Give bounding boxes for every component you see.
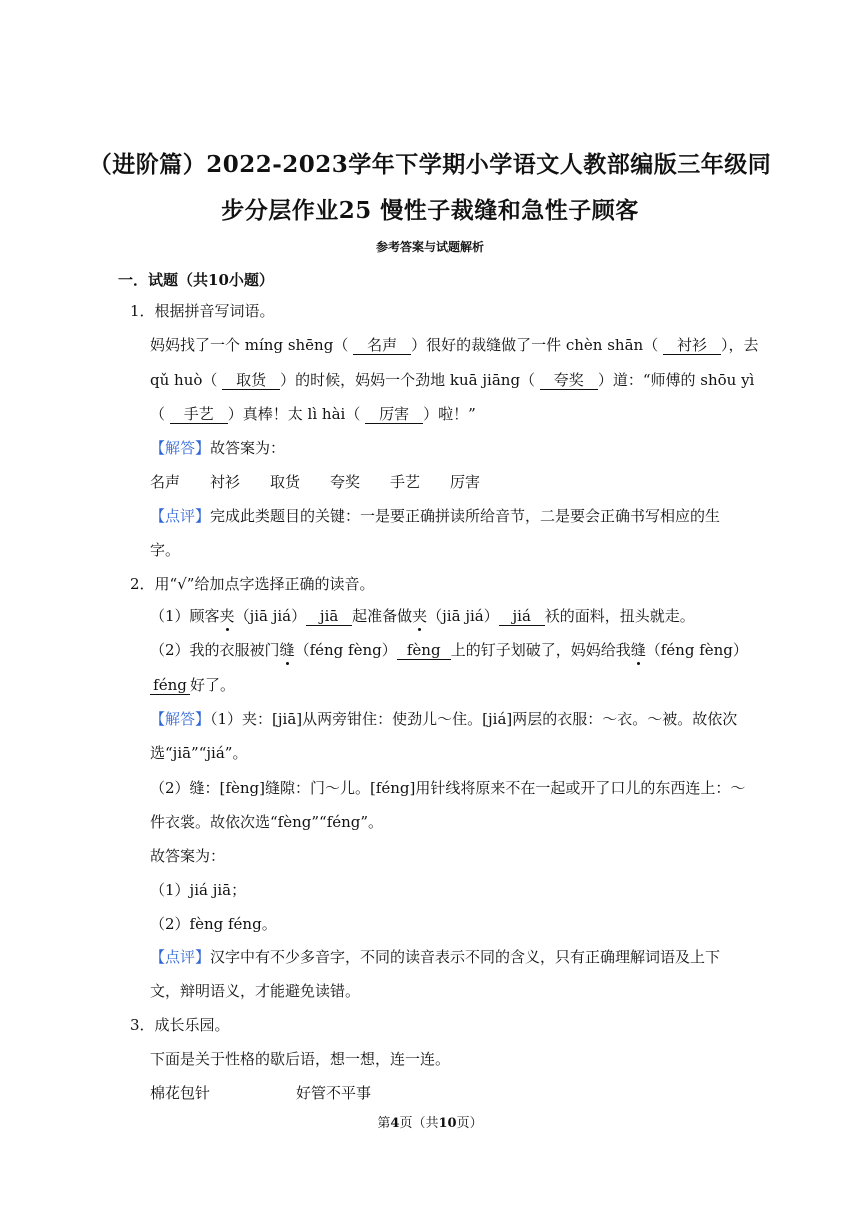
q1-comment bbox=[150, 506, 720, 526]
footer-text: 第 bbox=[377, 1116, 391, 1131]
q2-comment bbox=[150, 947, 720, 967]
q1-answer bbox=[150, 438, 285, 458]
q2-text: （2）我的衣服被门 bbox=[150, 641, 280, 659]
q1-blank-6: 厉害 bbox=[365, 405, 423, 424]
answer-text: 故答案为： bbox=[210, 439, 286, 457]
answer-word: 厉害 bbox=[450, 473, 481, 491]
answer-word: 夸奖 bbox=[330, 473, 361, 491]
total-pages: 10 bbox=[438, 1116, 457, 1131]
q2-answer-1 bbox=[150, 709, 737, 729]
q2-answer-3: （2）缝：[fèng]缝隙：门～儿。[féng]用针线将原来不在一起或开了口儿的东西连上：～ bbox=[150, 779, 746, 797]
dotted-character: 夹 bbox=[412, 607, 428, 625]
comment-tag: 【点评】 bbox=[150, 507, 211, 525]
answer-word: 取货 bbox=[270, 473, 301, 491]
q2-text: （féng fèng） bbox=[294, 641, 397, 659]
q1-blank-2: 衬衫 bbox=[663, 336, 721, 355]
q2-stem: 2．用“√”给加点字选择正确的读音。 bbox=[130, 575, 375, 593]
comment-tag: 【点评】 bbox=[150, 948, 211, 966]
q1-answer-words bbox=[150, 472, 510, 492]
q2-text: 好了。 bbox=[190, 676, 236, 694]
q2-blank-3: fèng bbox=[397, 641, 451, 660]
q2-text: （1）顾客 bbox=[150, 607, 220, 625]
q1-text: ）真棒！太 lì hài（ bbox=[227, 405, 366, 423]
q1-line-2 bbox=[150, 370, 754, 390]
q2-text: 上的钉子划破了，妈妈给我 bbox=[450, 641, 631, 659]
q2-answer-6: （1）jiá jiā； bbox=[150, 881, 247, 899]
document-subtitle: 参考答案与试题解析 bbox=[375, 240, 484, 254]
dotted-character: 缝 bbox=[279, 641, 295, 659]
answer-tag: 【解答】 bbox=[150, 439, 211, 457]
answer-word: 衬衫 bbox=[210, 473, 241, 491]
q1-blank-3: 取货 bbox=[222, 371, 280, 390]
q2-answer-2: 选“jiā”“jiá”。 bbox=[150, 744, 248, 762]
section-heading: 一．试题（共10小题） bbox=[118, 271, 274, 289]
q3-match-left: 棉花包针 bbox=[150, 1084, 211, 1102]
q1-blank-4: 夸奖 bbox=[540, 371, 598, 390]
q3-stem: 3．成长乐园。 bbox=[130, 1016, 230, 1034]
q2-text: （jiā jiá） bbox=[427, 607, 499, 625]
q2-answer-5: 故答案为： bbox=[150, 847, 226, 865]
q1-comment-cont: 字。 bbox=[150, 541, 181, 559]
comment-text: 完成此类题目的关键：一是要正确拼读所给音节，二是要会正确书写相应的生 bbox=[210, 507, 721, 525]
footer-text: 页（共 bbox=[399, 1116, 439, 1131]
q3-match-right: 好管不平事 bbox=[296, 1084, 372, 1102]
q1-stem: 1．根据拼音写词语。 bbox=[130, 302, 275, 320]
q1-text: qǔ huò（ bbox=[150, 371, 223, 389]
q1-blank-1: 名声 bbox=[353, 336, 411, 355]
q2-text: 袄的面料，扭头就走。 bbox=[544, 607, 695, 625]
q1-text: ）很好的裁缝做了一件 chèn shān（ bbox=[411, 336, 663, 354]
answer-word: 手艺 bbox=[390, 473, 421, 491]
q2-answer-4: 件衣裳。故依次选“fèng”“féng”。 bbox=[150, 813, 384, 831]
footer-text: 页） bbox=[456, 1116, 483, 1131]
q2-blank-4: féng bbox=[150, 676, 190, 695]
page-number: 4 bbox=[390, 1116, 400, 1131]
q2-blank-1: jiā bbox=[306, 607, 352, 626]
document-title-line-1: （进阶篇）2022-2023学年下学期小学语文人教部编版三年级同 bbox=[88, 151, 772, 178]
q3-description: 下面是关于性格的歇后语，想一想，连一连。 bbox=[150, 1050, 451, 1068]
q1-text: 妈妈找了一个 míng shēng（ bbox=[150, 336, 354, 354]
q1-blank-5: 手艺 bbox=[170, 405, 228, 424]
q2-answer-7: （2）fèng féng。 bbox=[150, 915, 277, 933]
q2-text: （féng fèng） bbox=[645, 641, 748, 659]
q2-blank-2: jiá bbox=[499, 607, 545, 626]
dotted-character: 夹 bbox=[219, 607, 235, 625]
q2-part-2 bbox=[150, 640, 748, 660]
q1-text: ）道：“师傅的 shōu yì bbox=[597, 371, 755, 389]
q1-text: ），去 bbox=[720, 336, 759, 354]
document-title-line-2: 步分层作业25 慢性子裁缝和急性子顾客 bbox=[221, 197, 639, 224]
q2-text: （jiā jiá） bbox=[234, 607, 307, 625]
comment-text: 汉字中有不少多音字，不同的读音表示不同的含义，只有正确理解词语及上下 bbox=[210, 948, 721, 966]
dotted-character: 缝 bbox=[630, 641, 646, 659]
q2-comment-cont: 文，辩明语义，才能避免读错。 bbox=[150, 982, 361, 1000]
q1-line-3 bbox=[150, 404, 476, 424]
q2-text: 起准备做 bbox=[352, 607, 413, 625]
answer-tag: 【解答】 bbox=[150, 710, 211, 728]
page-footer bbox=[0, 1112, 860, 1131]
q1-text: ）啦！” bbox=[423, 405, 476, 423]
q1-line-1 bbox=[150, 335, 758, 355]
q1-text: （ bbox=[150, 405, 170, 423]
answer-text: （1）夹：[jiā]从两旁钳住：使劲儿～住。[jiá]两层的衣服：～衣。～被。故依次 bbox=[210, 710, 738, 728]
q1-text: ）的时候，妈妈一个劲地 kuā jiāng（ bbox=[280, 371, 540, 389]
q2-part-1 bbox=[150, 606, 695, 626]
answer-word: 名声 bbox=[150, 473, 181, 491]
q2-part-2-cont bbox=[150, 675, 235, 695]
